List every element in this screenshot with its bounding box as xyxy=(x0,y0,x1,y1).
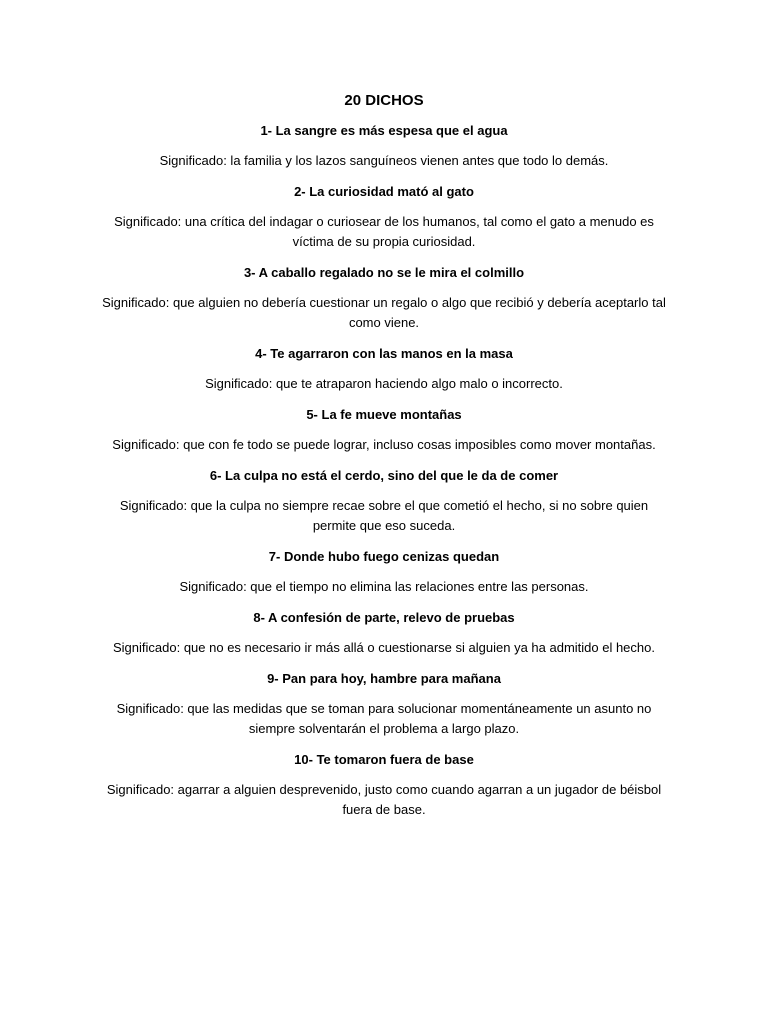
list-item xyxy=(100,263,668,333)
saying-title: 1- La sangre es más espesa que el agua xyxy=(260,123,508,138)
saying-meaning: Significado: que las medidas que se toman para solucionar momentáneamente un asunto no siempre solventarán el problema a largo plazo. xyxy=(116,701,652,736)
saying-title: 5- La fe mueve montañas xyxy=(306,407,462,422)
saying-meaning: Significado: que te atraparon haciendo algo malo o incorrecto. xyxy=(205,376,563,391)
list-item xyxy=(100,669,668,739)
list-item xyxy=(100,344,668,394)
saying-meaning: Significado: agarrar a alguien desprevenido, justo como cuando agarran a un jugador de béisbol fuera de base. xyxy=(106,782,662,817)
saying-meaning: Significado: una crítica del indagar o curiosear de los humanos, tal como el gato a menudo es víctima de su propia curiosidad. xyxy=(114,214,654,249)
saying-meaning: Significado: la familia y los lazos sanguíneos vienen antes que todo lo demás. xyxy=(159,153,609,168)
list-item xyxy=(100,121,668,171)
saying-meaning: Significado: que alguien no debería cuestionar un regalo o algo que recibió y debería aceptarlo tal como viene. xyxy=(102,295,666,330)
list-item xyxy=(100,750,668,820)
saying-title: 3- A caballo regalado no se le mira el colmillo xyxy=(243,265,525,280)
saying-meaning: Significado: que el tiempo no elimina las relaciones entre las personas. xyxy=(179,579,589,594)
saying-title: 7- Donde hubo fuego cenizas quedan xyxy=(268,549,500,564)
document-title: 20 DICHOS xyxy=(344,92,424,109)
saying-title: 8- A confesión de parte, relevo de pruebas xyxy=(253,610,515,625)
list-item xyxy=(100,466,668,536)
saying-title: 6- La culpa no está el cerdo, sino del que le da de comer xyxy=(209,468,559,483)
list-item xyxy=(100,547,668,597)
saying-title: 10- Te tomaron fuera de base xyxy=(294,752,474,767)
list-item xyxy=(100,182,668,252)
saying-meaning: Significado: que con fe todo se puede lograr, incluso cosas imposibles como mover montañas. xyxy=(112,437,656,452)
saying-meaning: Significado: que no es necesario ir más allá o cuestionarse si alguien ya ha admitido el hecho. xyxy=(113,640,655,655)
sayings-list xyxy=(100,121,668,831)
saying-title: 2- La curiosidad mató al gato xyxy=(294,184,474,199)
saying-title: 4- Te agarraron con las manos en la masa xyxy=(255,346,513,361)
saying-title: 9- Pan para hoy, hambre para mañana xyxy=(267,671,501,686)
saying-meaning: Significado: que la culpa no siempre recae sobre el que cometió el hecho, si no sobre quien permite que eso suceda. xyxy=(119,498,649,533)
list-item xyxy=(100,608,668,658)
list-item xyxy=(100,405,668,455)
